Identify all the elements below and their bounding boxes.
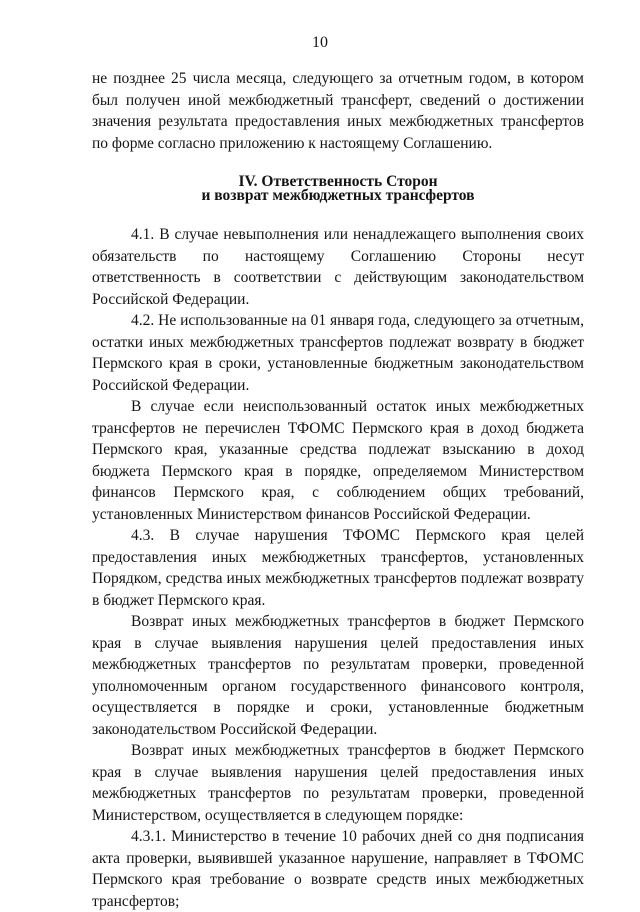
intro-paragraph: не позднее 25 числа месяца, следующего за отчетным годом, в котором был получен иной межбюджетный трансферт, сведений о достижении значения результата предоставления иных межбюджетных трансфертов по форме согласно приложению к настоящему Соглашению. bbox=[92, 70, 584, 152]
paragraph-4-3: 4.3. В случае нарушения ТФОМС Пермского края целей предоставления иных межбюджетных трансфертов, установленных Порядком, средства иных межбюджетных трансфертов подлежат возврату в бюджет Пермского края. bbox=[92, 527, 584, 609]
paragraph-return-ministry: Возврат иных межбюджетных трансфертов в бюджет Пермского края в случае выявления нарушения целей предоставления иных межбюджетных трансфертов по результатам проверки, проведенной Министерством, осуществляется в следующем порядке: bbox=[92, 742, 584, 824]
section-heading-line-2: и возврат межбюджетных трансфертов bbox=[201, 187, 475, 204]
document-body bbox=[92, 68, 584, 912]
page-number: 10 bbox=[312, 34, 328, 51]
paragraph-4-1: 4.1. В случае невыполнения или ненадлежащего выполнения своих обязательств по настоящему Соглашению Стороны несут ответственность в соответствии с действующим законодательством Российской Федерации. bbox=[92, 226, 584, 308]
paragraph-return-control-body: Возврат иных межбюджетных трансфертов в бюджет Пермского края в случае выявления нарушения целей предоставления иных межбюджетных трансфертов по результатам проверки, проведенной уполномоченным органом государственного финансового контроля, осуществляется в порядке и сроки, установленные бюджетным законодательством Российской Федерации. bbox=[92, 613, 584, 738]
paragraph-unused-remainder: В случае если неиспользованный остаток иных межбюджетных трансфертов не перечислен ТФОМС Пермского края в доход бюджета Пермского края, указанные средства подлежат взысканию в доход бюджета Пермского края в порядке, определяемом Министерством финансов Пермского края, с соблюдением общих требований, установленных Министерством финансов Российской Федерации. bbox=[92, 398, 584, 523]
paragraph-4-2: 4.2. Не использованные на 01 января года, следующего за отчетным, остатки иных межбюджетных трансфертов подлежат возврату в бюджет Пермского края в сроки, установленные бюджетным законодательством Российской Федерации. bbox=[92, 312, 584, 394]
section-heading bbox=[92, 175, 584, 203]
paragraph-4-3-1: 4.3.1. Министерство в течение 10 рабочих дней со дня подписания акта проверки, выявившей указанное нарушение, направляет в ТФОМС Пермского края требование о возврате средств иных межбюджетных трансфертов; bbox=[92, 828, 584, 910]
section-heading-line-1: IV. Ответственность Сторон bbox=[238, 173, 438, 190]
